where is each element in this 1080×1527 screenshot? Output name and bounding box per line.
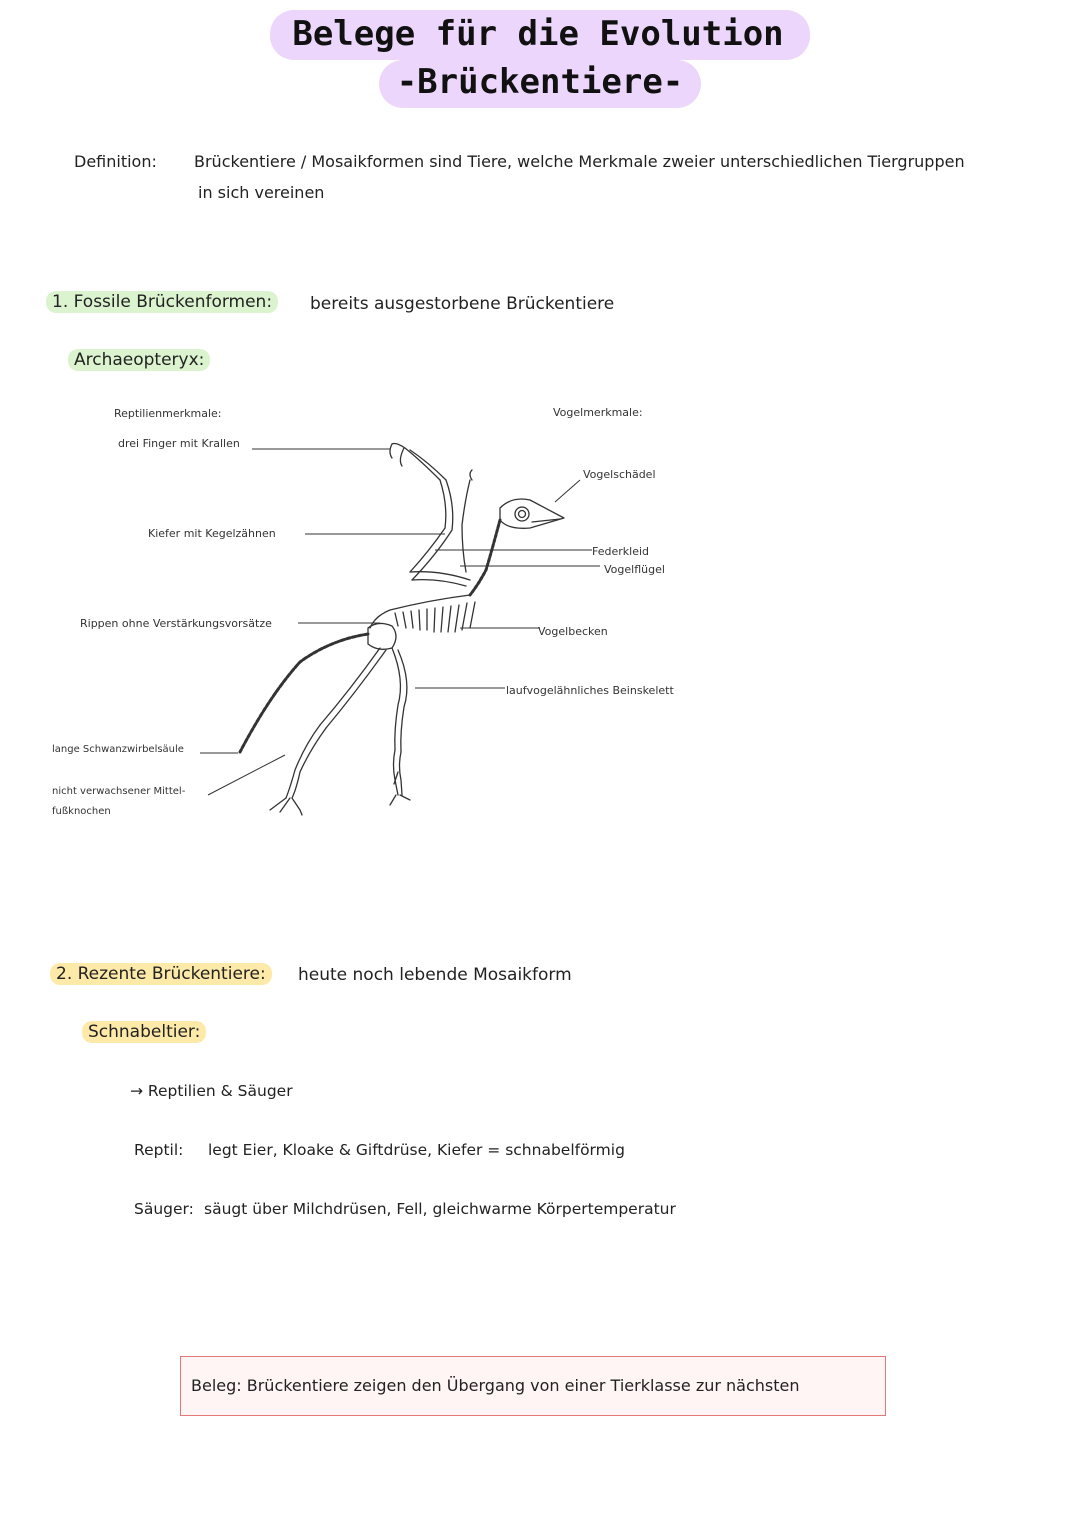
reptil-label: Reptil:: [134, 1141, 184, 1159]
definition-line-2: in sich vereinen: [198, 183, 325, 202]
archaeopteryx-label: Archaeopteryx:: [68, 350, 210, 370]
label-kiefer: Kiefer mit Kegelzähnen: [148, 527, 276, 540]
schnabeltier-label: Schnabeltier:: [82, 1022, 206, 1042]
saeuger-label: Säuger:: [134, 1200, 194, 1218]
label-schwanzwirbelsaeule: lange Schwanzwirbelsäule: [52, 744, 184, 755]
page-title: [0, 10, 1080, 108]
label-mittelfuss-1: nicht verwachsener Mittel-: [52, 786, 186, 797]
label-vogelbecken: Vogelbecken: [538, 625, 608, 638]
label-mittelfuss-2: fußknochen: [52, 806, 111, 817]
title-line-1: Belege für die Evolution: [270, 10, 809, 60]
section2-description: heute noch lebende Mosaikform: [298, 965, 572, 985]
section2-heading: 2. Rezente Brückentiere:: [50, 964, 272, 984]
label-federkleid: Federkleid: [592, 545, 649, 558]
label-drei-finger: drei Finger mit Krallen: [118, 437, 240, 450]
definition-label: Definition:: [74, 152, 157, 171]
label-rippen: Rippen ohne Verstärkungsvorsätze: [80, 617, 272, 630]
label-beinskelett: laufvogelähnliches Beinskelett: [506, 684, 674, 697]
beleg-box: [180, 1356, 886, 1416]
section1-description: bereits ausgestorbene Brückentiere: [310, 294, 615, 314]
title-line-2: -Brückentiere-: [379, 60, 702, 108]
label-vogelschaedel: Vogelschädel: [583, 468, 656, 481]
bird-features-heading: Vogelmerkmale:: [553, 406, 643, 419]
reptil-text: legt Eier, Kloake & Giftdrüse, Kiefer = schnabelförmig: [208, 1141, 625, 1159]
definition-line-1: Brückentiere / Mosaikformen sind Tiere, welche Merkmale zweier unterschiedlichen Tiergruppen: [194, 152, 965, 171]
section1-heading: 1. Fossile Brückenformen:: [46, 292, 278, 312]
beleg-text: Beleg: Brückentiere zeigen den Übergang von einer Tierklasse zur nächsten: [191, 1376, 800, 1395]
archaeopteryx-skeleton-drawing: [0, 400, 1080, 840]
saeuger-text: säugt über Milchdrüsen, Fell, gleichwarme Körpertemperatur: [204, 1200, 676, 1218]
reptilien-saeuger-line: → Reptilien & Säuger: [130, 1082, 293, 1100]
label-vogelfluegel: Vogelflügel: [604, 563, 665, 576]
reptile-features-heading: Reptilienmerkmale:: [114, 407, 222, 420]
